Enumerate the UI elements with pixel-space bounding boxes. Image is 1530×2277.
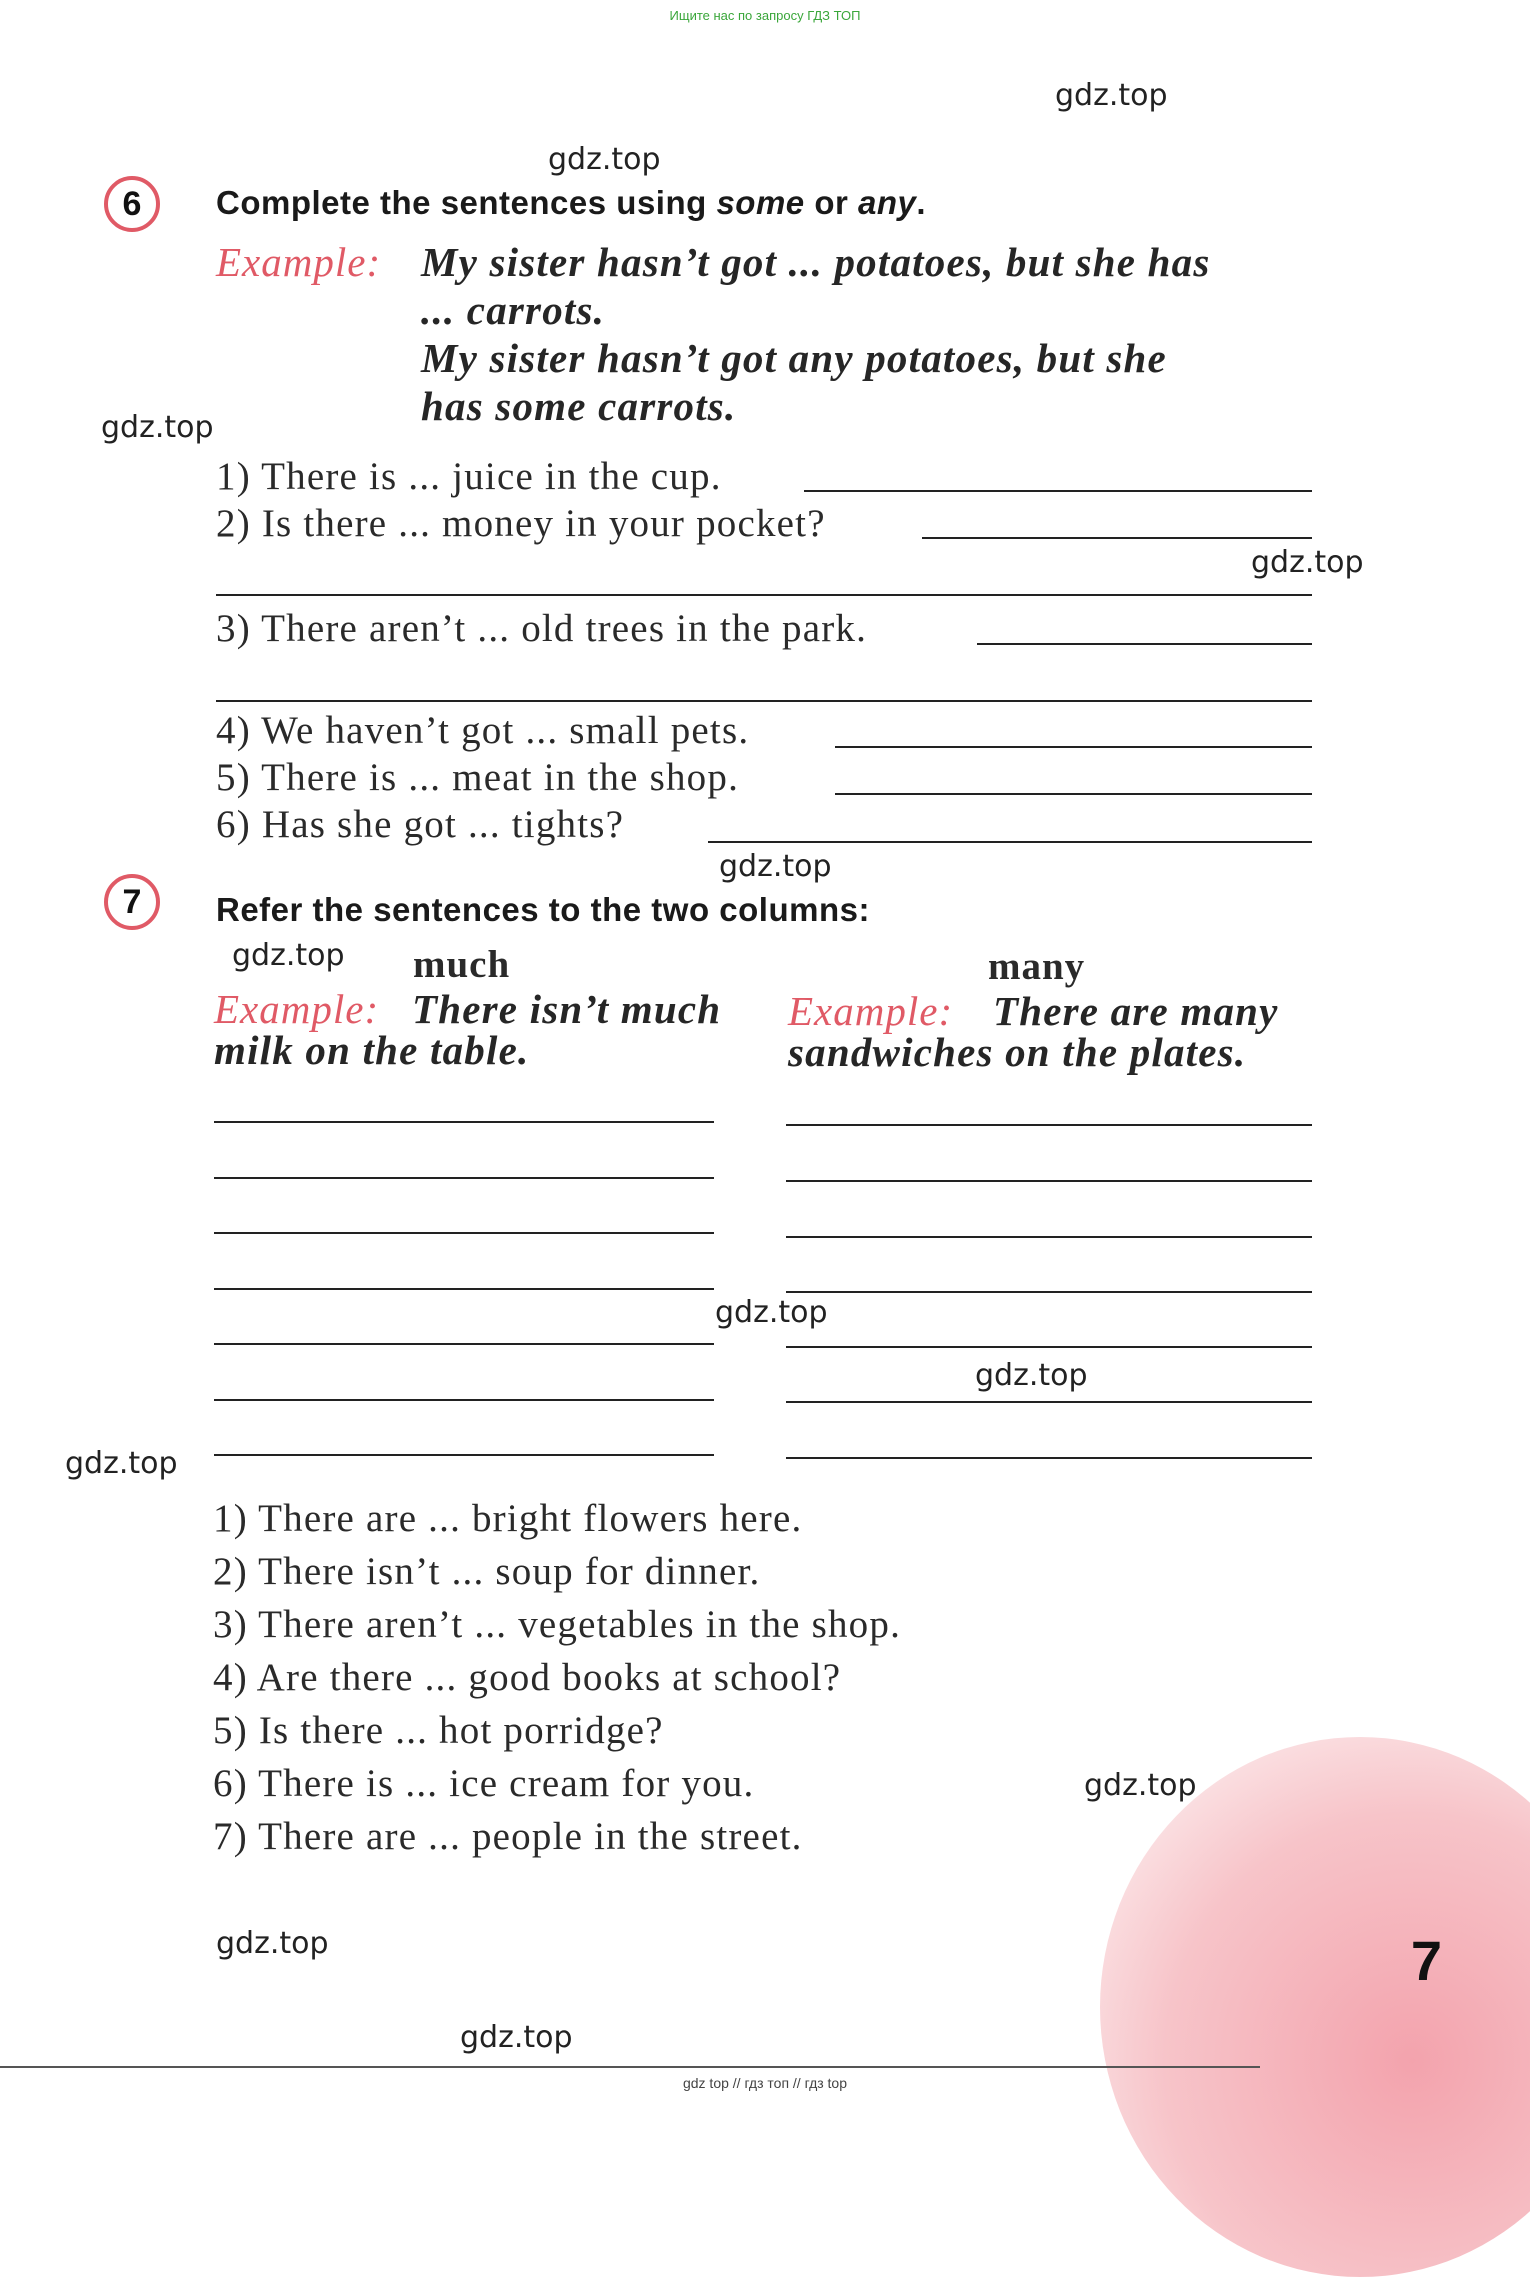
answer-line[interactable] <box>922 537 1312 539</box>
much-answer-line[interactable] <box>214 1177 714 1179</box>
much-example-line: There isn’t much <box>412 986 722 1032</box>
much-answer-line[interactable] <box>214 1343 714 1345</box>
watermark: gdz.top <box>715 1295 828 1330</box>
answer-line[interactable] <box>216 700 1312 702</box>
exercise-7-item: 3) There aren’t ... vegetables in the shop. <box>213 1603 902 1646</box>
much-answer-line[interactable] <box>214 1121 714 1123</box>
watermark: gdz.top <box>460 2020 573 2055</box>
column-header-much: much <box>413 943 511 986</box>
exercise-7-item: 4) Are there ... good books at school? <box>213 1656 842 1699</box>
watermark: gdz.top <box>1251 545 1364 580</box>
example-label: Example: <box>216 239 382 285</box>
exercise-6-item: 1) There is ... juice in the cup. <box>216 455 722 498</box>
exercise-7-item: 5) Is there ... hot porridge? <box>213 1709 664 1752</box>
keyword-any: any <box>858 184 917 221</box>
much-answer-line[interactable] <box>214 1288 714 1290</box>
instruction-text: . <box>916 184 927 221</box>
footer-note: gdz top // гдз топ // гдз top <box>682 2075 848 2091</box>
answer-line[interactable] <box>977 643 1312 645</box>
example-line: has some carrots. <box>421 383 737 429</box>
many-answer-line[interactable] <box>786 1401 1312 1403</box>
watermark: gdz.top <box>65 1446 178 1481</box>
exercise-7-item: 2) There isn’t ... soup for dinner. <box>213 1550 761 1593</box>
many-example-line: There are many <box>993 988 1279 1034</box>
exercise-6-instruction <box>216 184 926 222</box>
exercise-6-item: 2) Is there ... money in your pocket? <box>216 502 826 545</box>
example-label: Example: <box>214 986 380 1032</box>
many-answer-line[interactable] <box>786 1124 1312 1126</box>
many-example-line: sandwiches on the plates. <box>788 1029 1247 1075</box>
answer-line[interactable] <box>835 793 1312 795</box>
exercise-6-item: 4) We haven’t got ... small pets. <box>216 709 750 752</box>
instruction-text: or <box>804 184 859 221</box>
watermark: gdz.top <box>232 938 345 973</box>
exercise-7-item: 7) There are ... people in the street. <box>213 1815 803 1858</box>
answer-line[interactable] <box>835 746 1312 748</box>
watermark: gdz.top <box>719 849 832 884</box>
watermark: gdz.top <box>548 142 661 177</box>
much-answer-line[interactable] <box>214 1454 714 1456</box>
answer-line[interactable] <box>216 594 1312 596</box>
exercise-7-item: 1) There are ... bright flowers here. <box>213 1497 803 1540</box>
example-line: My sister hasn’t got ... potatoes, but she has <box>421 239 1211 285</box>
header-note: Ищите нас по запросу ГДЗ ТОП <box>669 8 861 23</box>
watermark: gdz.top <box>216 1926 329 1961</box>
exercise-number-badge: 7 <box>104 874 160 930</box>
exercise-7-instruction: Refer the sentences to the two columns: <box>216 891 870 928</box>
page-corner-decoration <box>1100 1737 1530 2277</box>
example-line: My sister hasn’t got any potatoes, but she <box>421 335 1167 381</box>
watermark: gdz.top <box>1084 1768 1197 1803</box>
much-answer-line[interactable] <box>214 1232 714 1234</box>
exercise-6-item: 3) There aren’t ... old trees in the park. <box>216 607 868 650</box>
much-example-line: milk on the table. <box>214 1027 530 1073</box>
column-header-many: many <box>988 945 1086 988</box>
many-answer-line[interactable] <box>786 1236 1312 1238</box>
watermark: gdz.top <box>1055 78 1168 113</box>
exercise-number-badge: 6 <box>104 176 160 232</box>
instruction-text: Complete the sentences using <box>216 184 717 221</box>
exercise-6-item: 5) There is ... meat in the shop. <box>216 756 740 799</box>
many-answer-line[interactable] <box>786 1457 1312 1459</box>
answer-line[interactable] <box>708 841 1312 843</box>
keyword-some: some <box>716 184 805 221</box>
example-label: Example: <box>788 988 954 1034</box>
example-line: ... carrots. <box>421 287 606 333</box>
watermark: gdz.top <box>975 1358 1088 1393</box>
much-answer-line[interactable] <box>214 1399 714 1401</box>
many-answer-line[interactable] <box>786 1346 1312 1348</box>
many-answer-line[interactable] <box>786 1291 1312 1293</box>
exercise-7-item: 6) There is ... ice cream for you. <box>213 1762 755 1805</box>
watermark: gdz.top <box>101 410 214 445</box>
exercise-6-item: 6) Has she got ... tights? <box>216 803 625 846</box>
page-number: 7 <box>1410 1929 1442 1992</box>
many-answer-line[interactable] <box>786 1180 1312 1182</box>
answer-line[interactable] <box>804 490 1312 492</box>
bottom-rule <box>0 2066 1260 2068</box>
